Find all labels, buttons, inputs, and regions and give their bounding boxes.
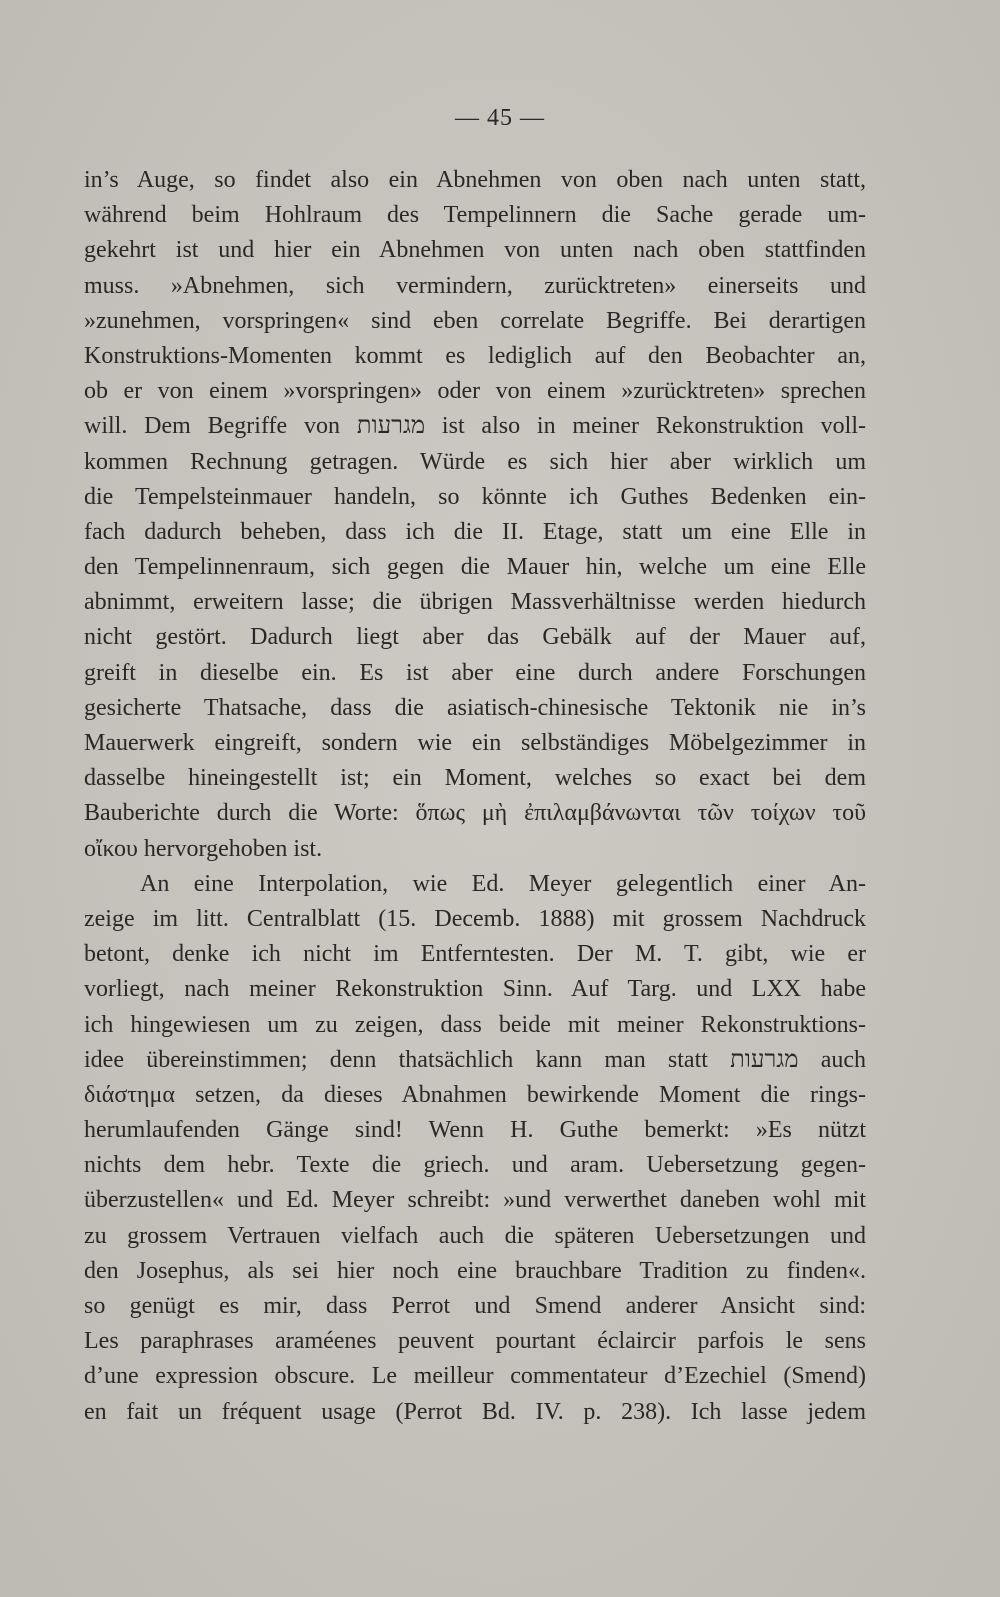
text-line: will. Dem Begriffe von מגרעות ist also in meiner Rekonstruktion voll- bbox=[84, 413, 867, 440]
text-line: ob er von einem »vorspringen» oder von einem »zurücktreten» sprechen bbox=[84, 378, 866, 405]
text-line: zu grossem Vertrauen vielfach auch die späteren Uebersetzungen und bbox=[84, 1222, 866, 1249]
text-line: die Tempelsteinmauer handeln, so könnte ich Guthes Bedenken ein- bbox=[84, 483, 866, 510]
text-line: »zunehmen, vorspringen« sind eben correlate Begriffe. Bei derartigen bbox=[84, 307, 866, 334]
text-line: vorliegt, nach meiner Rekonstruktion Sinn. Auf Targ. und LXX habe bbox=[84, 976, 866, 1003]
text-line: Bauberichte durch die Worte: ὅπως μὴ ἐπιλαμβάνωνται τῶν τοίχων τοῦ bbox=[84, 800, 866, 827]
text-line: den Tempelinnenraum, sich gegen die Mauer hin, welche um eine Elle bbox=[84, 554, 866, 581]
text-line: abnimmt, erweitern lasse; die übrigen Massverhältnisse werden hiedurch bbox=[84, 589, 866, 616]
text-line: Mauerwerk eingreift, sondern wie ein selbständiges Möbelgezimmer in bbox=[84, 730, 866, 756]
text-line: nicht gestört. Dadurch liegt aber das Gebälk auf der Mauer auf, bbox=[84, 624, 866, 651]
body-text bbox=[84, 163, 866, 1430]
text-line: gesicherte Thatsache, dass die asiatisch-chinesische Tektonik nie in’s bbox=[84, 694, 866, 721]
text-line: en fait un fréquent usage (Perrot Bd. IV. p. 238). Ich lasse jedem bbox=[84, 1398, 866, 1425]
text-line: Les paraphrases araméenes peuvent pourtant éclaircir parfois le sens bbox=[84, 1328, 866, 1355]
page-number: — 45 — bbox=[455, 105, 545, 131]
text-line: ich hingewiesen um zu zeigen, dass beide mit meiner Rekonstruktions- bbox=[84, 1011, 866, 1038]
text-line: οἴκου hervorgehoben ist. bbox=[84, 835, 323, 862]
text-line: fach dadurch beheben, dass ich die II. Etage, statt um eine Elle in bbox=[84, 518, 866, 545]
text-line: muss. »Abnehmen, sich vermindern, zurücktreten» einerseits und bbox=[84, 272, 866, 299]
text-line: in’s Auge, so findet also ein Abnehmen von oben nach unten statt, bbox=[84, 167, 866, 193]
text-line: so genügt es mir, dass Perrot und Smend anderer Ansicht sind: bbox=[84, 1293, 866, 1319]
text-line: herumlaufenden Gänge sind! Wenn H. Guthe bemerkt: »Es nützt bbox=[84, 1117, 866, 1144]
text-line: kommen Rechnung getragen. Würde es sich hier aber wirklich um bbox=[84, 448, 866, 475]
text-line: betont, denke ich nicht im Entferntesten. Der M. T. gibt, wie er bbox=[84, 941, 866, 968]
text-line: dasselbe hineingestellt ist; ein Moment, welches so exact bei dem bbox=[84, 765, 866, 792]
text-line: nichts dem hebr. Texte die griech. und aram. Uebersetzung gegen- bbox=[84, 1152, 866, 1179]
text-line: Konstruktions-Momenten kommt es lediglich auf den Beobachter an, bbox=[84, 342, 866, 369]
text-line: d’une expression obscure. Le meilleur commentateur d’Ezechiel (Smend) bbox=[84, 1363, 866, 1390]
text-line: greift in dieselbe ein. Es ist aber eine durch andere Forschungen bbox=[84, 659, 866, 686]
text-line: διάστημα setzen, da dieses Abnahmen bewirkende Moment die rings- bbox=[84, 1081, 866, 1108]
text-line: während beim Hohlraum des Tempelinnern die Sache gerade um- bbox=[84, 202, 866, 229]
text-line: idee übereinstimmen; denn thatsächlich kann man statt מגרעות auch bbox=[84, 1046, 866, 1073]
text-line: gekehrt ist und hier ein Abnehmen von unten nach oben stattfinden bbox=[84, 237, 866, 264]
text-line: den Josephus, als sei hier noch eine brauchbare Tradition zu finden«. bbox=[84, 1257, 866, 1284]
text-line: An eine Interpolation, wie Ed. Meyer gelegentlich einer An- bbox=[140, 870, 866, 897]
text-line: zeige im litt. Centralblatt (15. Decemb. 1888) mit grossem Nachdruck bbox=[84, 905, 866, 932]
text-line: überzustellen« und Ed. Meyer schreibt: »und verwerthet daneben wohl mit bbox=[84, 1187, 866, 1214]
